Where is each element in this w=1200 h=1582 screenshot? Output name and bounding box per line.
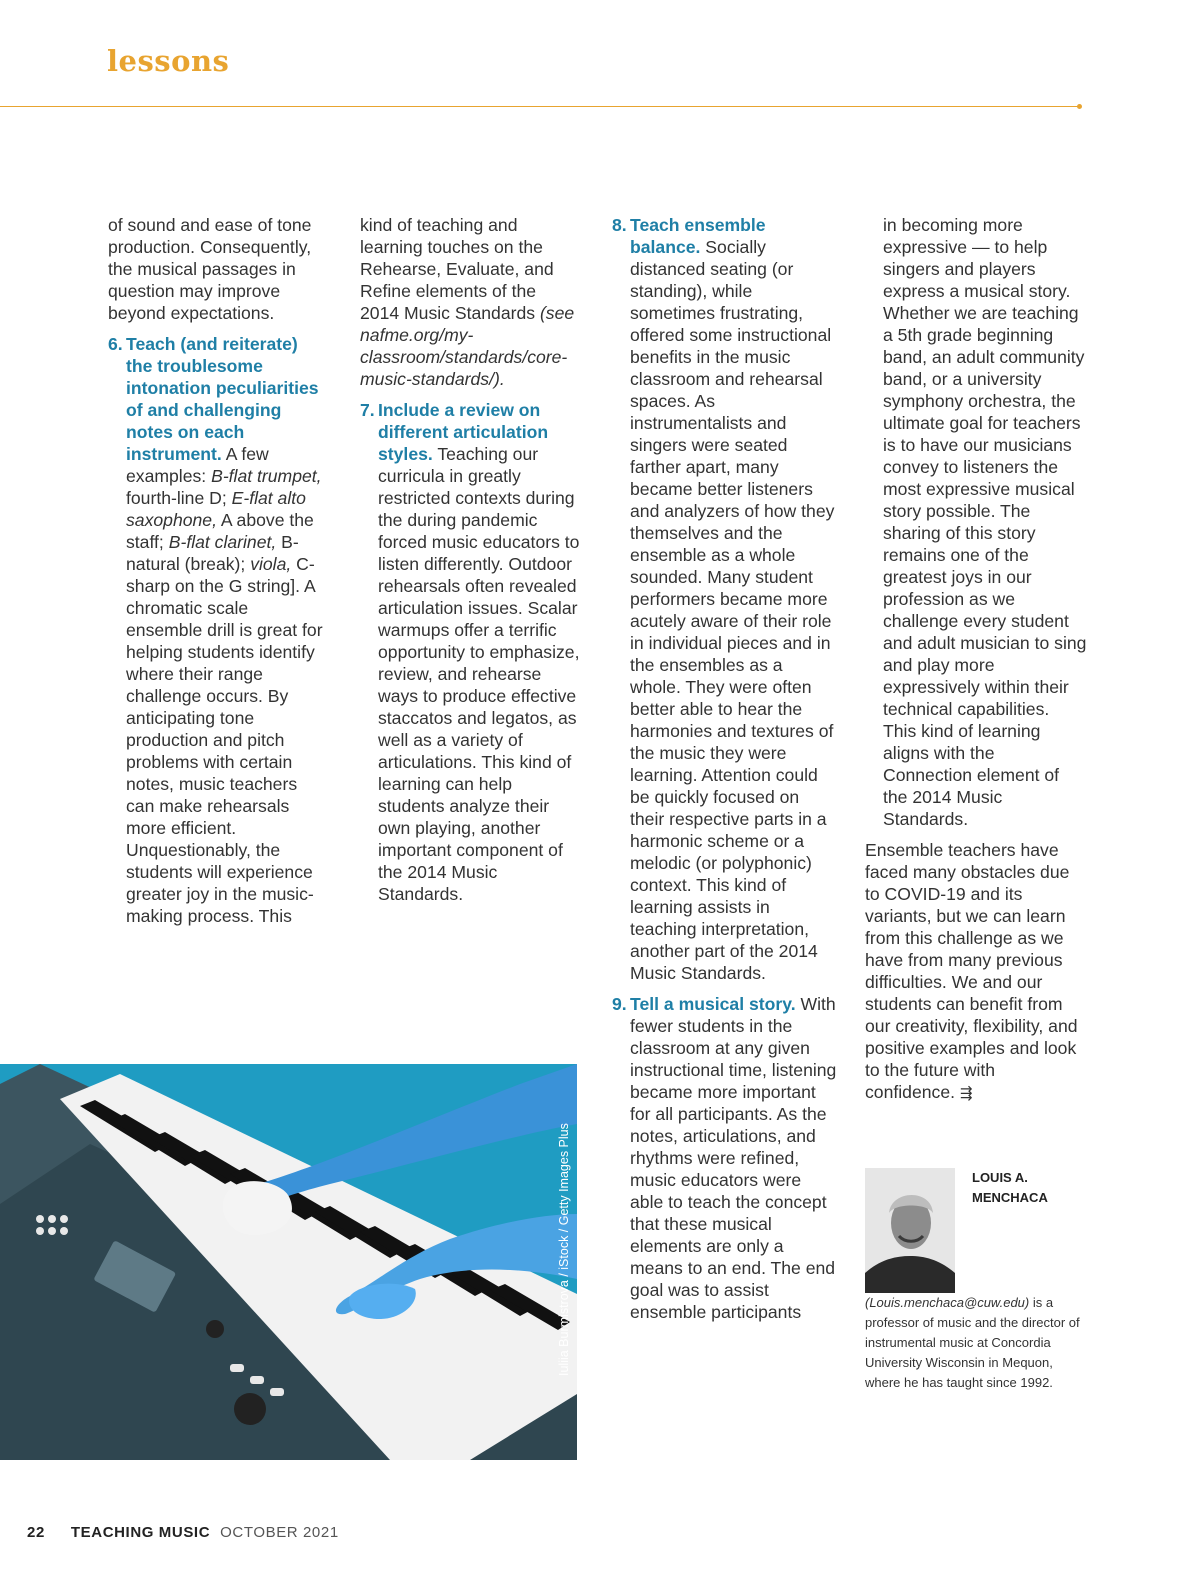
instrument-name: E-flat alto saxophone, <box>126 488 306 530</box>
list-item-9 <box>612 993 837 1323</box>
author-bio <box>865 1168 1087 1393</box>
item-heading: Include a review on different articulation styles. <box>378 400 549 464</box>
author-photo <box>865 1168 955 1293</box>
item-text: A few examples: <box>126 444 269 486</box>
instrument-name: B-flat clarinet, <box>168 532 277 552</box>
paragraph <box>360 214 580 390</box>
header-rule-dot <box>1077 104 1082 109</box>
article-column-2 <box>360 214 580 914</box>
end-mark-icon: ⇶ <box>959 1085 973 1102</box>
item-text: Teaching our curricula in greatly restricted contexts during the during pandemic forced music educators to listen differently. Outdoor rehearsals often revealed articulation issues. Scalar warmups offer a terrific opportunity to emphasize, review, and rehearse ways to produce effective staccatos and legatos, as well as a variety of articulations. This kind of learning can help students analyze their own playing, another important component of the 2014 Music Standards. <box>378 444 580 904</box>
author-name: LOUIS A. MENCHACA <box>972 1170 1048 1205</box>
keyboard-illustration <box>0 1064 577 1460</box>
keyboard-photo <box>0 1064 577 1460</box>
article-column-1 <box>108 214 323 936</box>
item-heading: Teach ensemble balance. <box>630 215 766 257</box>
paragraph-text: Ensemble teachers have faced many obstacles due to COVID-19 and its variants, but we can learn from this challenge as we have from many previous difficulties. We and our students can benefit from our creativity, flexibility, and positive examples and look to the future with confidence. <box>865 840 1078 1102</box>
section-label: lessons <box>107 44 230 78</box>
paragraph-text: kind of teaching and learning touches on the Rehearse, Evaluate, and Refine elements of the 2014 Music Standards <box>360 215 554 323</box>
item-text: B-natural (break); <box>126 532 299 574</box>
item-number: 9. <box>612 994 627 1014</box>
closing-paragraph <box>865 839 1087 1105</box>
page-number: 22 <box>27 1524 45 1541</box>
header-rule <box>0 106 1080 107</box>
page-footer <box>27 1524 339 1541</box>
item-text: Socially distanced seating (or standing), while sometimes frustrating, offered some instructional benefits in the music classroom and rehearsal spaces. As instrumentalists and singers were seated farther apart, many became better listeners and analyzers of how they themselves and the ensemble as a whole sounded. Many student performers became more acutely aware of their role in individual pieces and in the ensembles as a whole. They were often better able to hear the harmonies and textures of the music they were learning. Attention could be quickly focused on their respective parts in a harmonic scheme or a melodic (or polyphonic) context. This kind of learning assists in teaching interpretation, another part of the 2014 Music Standards. <box>630 237 835 983</box>
item-text: fourth-line D; <box>126 488 232 508</box>
magazine-name: TEACHING MUSIC <box>70 1524 211 1541</box>
paragraph: in becoming more expressive — to help singers and players express a musical story. Whether we are teaching a 5th grade beginning band, an adult community band, or a university symphony orchestra, the ultimate goal for teachers is to have our musicians convey to listeners the most expressive musical story possible. The sharing of this story remains one of the greatest joys in our profession as we challenge every student and adult musician to sing and play more expressively within their technical capabilities. This kind of learning aligns with the Connection element of the 2014 Music Standards. <box>883 215 1087 829</box>
paragraph: of sound and ease of tone production. Consequently, the musical passages in question may improve beyond expectations. <box>108 215 312 323</box>
item-heading: Teach (and reiterate) the troublesome intonation peculiarities of and challenging notes on each instrument. <box>126 334 319 464</box>
list-item-8 <box>612 214 837 984</box>
author-portrait <box>865 1168 955 1293</box>
instrument-name: viola, <box>250 554 292 574</box>
item-heading: Tell a musical story. <box>630 994 796 1014</box>
item-number: 6. <box>108 334 123 354</box>
item-number: 7. <box>360 400 375 420</box>
author-email[interactable]: (Louis.menchaca@cuw.edu) <box>865 1295 1030 1310</box>
item-number: 8. <box>612 215 627 235</box>
list-item-6 <box>108 333 323 927</box>
item-text: A above the staff; <box>126 510 314 552</box>
article-column-4 <box>865 214 1087 1114</box>
article-column-3 <box>612 214 837 1332</box>
list-item-7 <box>360 399 580 905</box>
instrument-name: B-flat trumpet, <box>211 466 322 486</box>
item-text: With fewer students in the classroom at any given instructional time, listening became more important for all participants. As the notes, articulations, and rhythms were refined, music educators were able to teach the concept that these musical elements are only a means to an end. The end goal was to assist ensemble participants <box>630 994 837 1322</box>
photo-credit <box>557 1076 571 1376</box>
standards-link-text: (see nafme.org/my-classroom/standards/core-music-standards/). <box>360 303 575 389</box>
photo-credit-text: Iuliia Burmistrova / iStock / Getty Images Plus <box>557 1123 571 1376</box>
author-description: is a professor of music and the director of instrumental music at Concordia University Wisconsin in Mequon, where he has taught since 1992. <box>865 1295 1080 1390</box>
issue-date: OCTOBER 2021 <box>220 1524 339 1541</box>
item-text: C-sharp on the G string]. A chromatic scale ensemble drill is great for helping students identify where their range challenge occurs. By anticipating tone production and pitch problems with certain notes, music teachers can make rehearsals more efficient. Unquestionably, the students will experience greater joy in the music-making process. This <box>126 554 323 926</box>
